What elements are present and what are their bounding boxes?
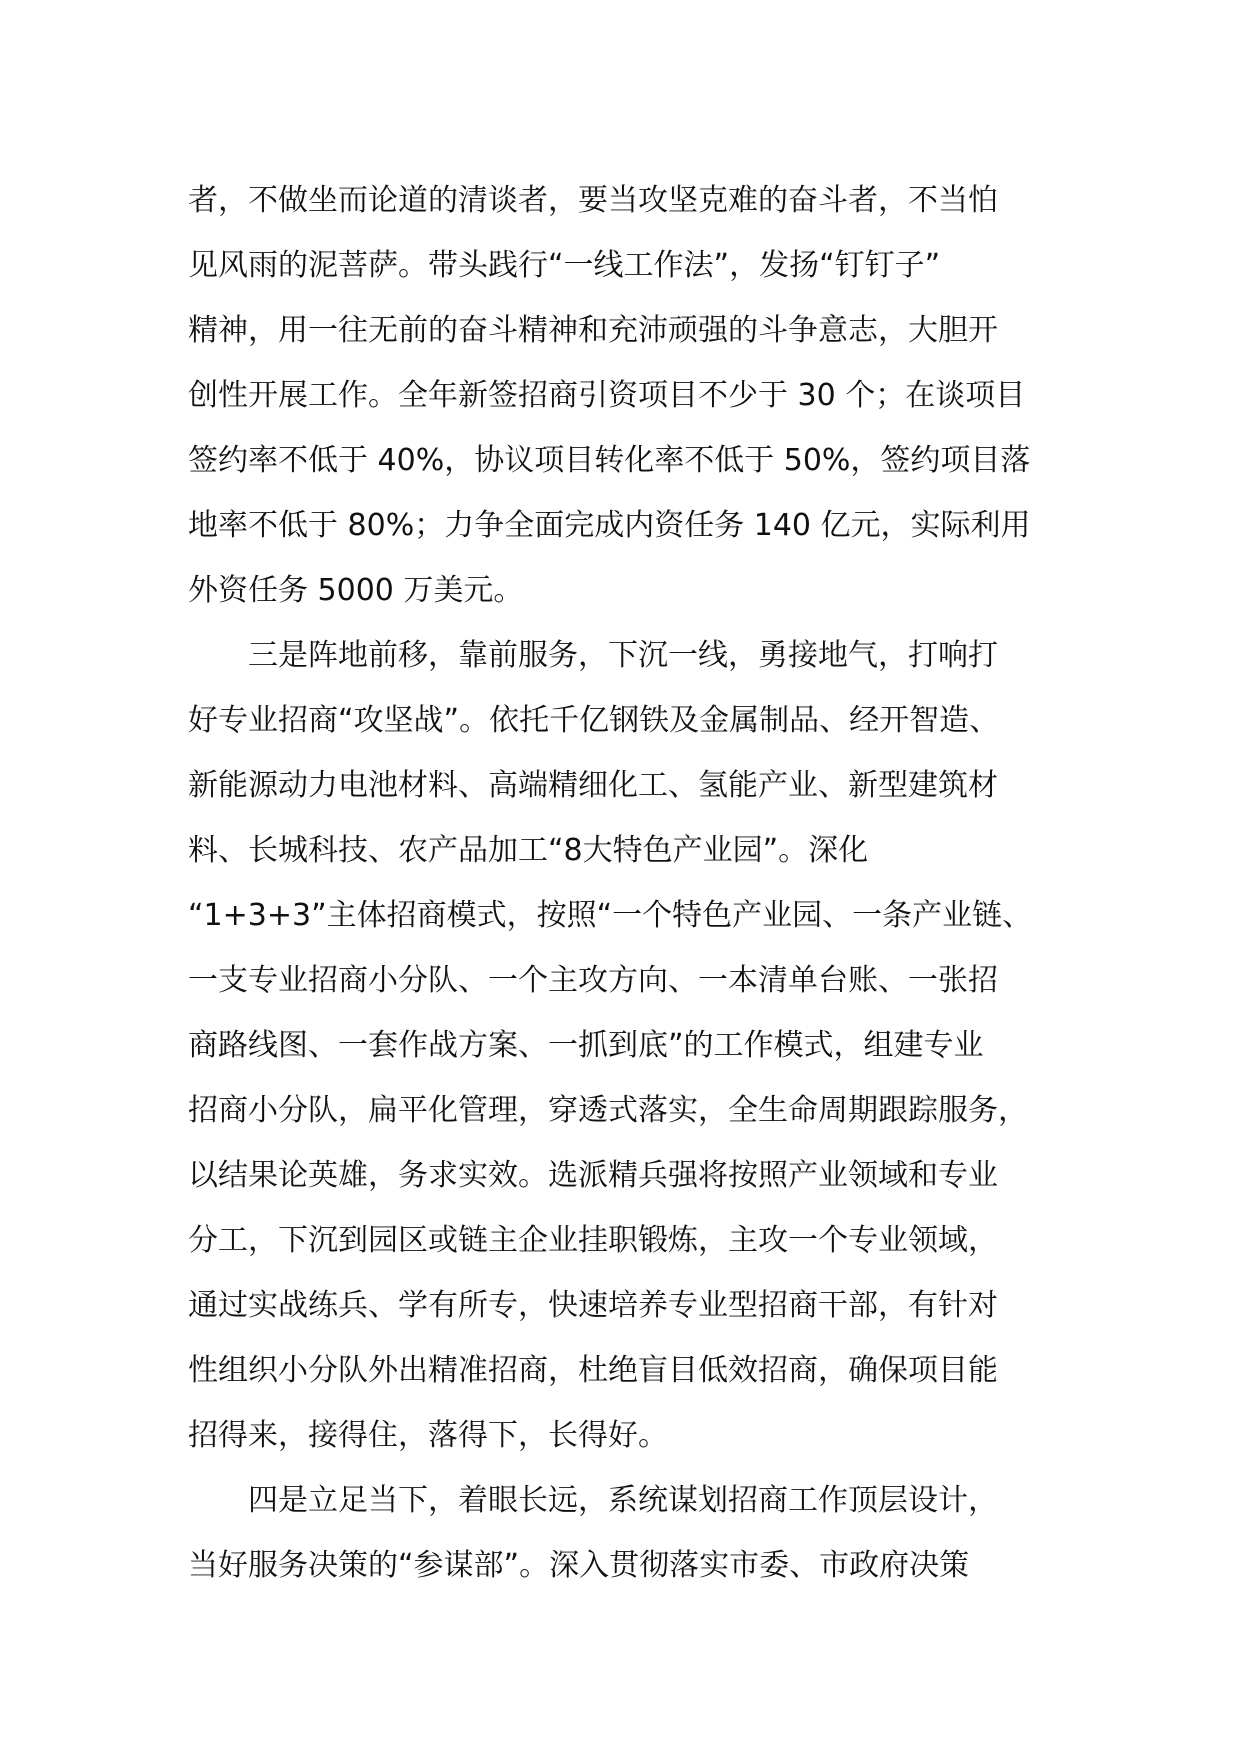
text-line: 当好服务决策的“参谋部”。深入贯彻落实市委、市政府决策 [188, 1548, 970, 1583]
text-line: 地率不低于 80%；力争全面完成内资任务 140 亿元，实际利用 [188, 508, 1031, 543]
text-line: 招得来，接得住，落得下，长得好。 [188, 1418, 668, 1453]
text-line: 通过实战练兵、学有所专，快速培养专业型招商干部，有针对 [188, 1288, 998, 1323]
paragraph-first-line: 三是阵地前移，靠前服务，下沉一线，勇接地气，打响打 [248, 638, 998, 673]
text-line: 精神，用一往无前的奋斗精神和充沛顽强的斗争意志，大胆开 [188, 313, 998, 348]
text-line: 见风雨的泥菩萨。带头践行“一线工作法”，发扬“钉钉子” [188, 248, 941, 283]
text-line: 料、长城科技、农产品加工“8大特色产业园”。深化 [188, 833, 869, 868]
text-line: 签约率不低于 40%，协议项目转化率不低于 50%，签约项目落 [188, 443, 1031, 478]
text-line: “1+3+3”主体招商模式，按照“一个特色产业园、一条产业链、 [188, 898, 1033, 933]
text-line: 招商小分队，扁平化管理，穿透式落实，全生命周期跟踪服务， [188, 1093, 1028, 1128]
text-line: 好专业招商“攻坚战”。依托千亿钢铁及金属制品、经开智造、 [188, 703, 1000, 738]
text-line: 一支专业招商小分队、一个主攻方向、一本清单台账、一张招 [188, 963, 998, 998]
text-line: 商路线图、一套作战方案、一抓到底”的工作模式，组建专业 [188, 1028, 984, 1063]
paragraph-first-line: 四是立足当下，着眼长远，系统谋划招商工作顶层设计， [248, 1483, 998, 1518]
text-line: 创性开展工作。全年新签招商引资项目不少于 30 个；在谈项目 [188, 378, 1026, 413]
text-line: 以结果论英雄，务求实效。选派精兵强将按照产业领域和专业 [188, 1158, 998, 1193]
body-text [188, 168, 1068, 1598]
text-line: 者，不做坐而论道的清谈者，要当攻坚克难的奋斗者，不当怕 [188, 183, 998, 218]
text-line: 性组织小分队外出精准招商，杜绝盲目低效招商，确保项目能 [188, 1353, 998, 1388]
text-line: 外资任务 5000 万美元。 [188, 573, 524, 608]
text-line: 分工，下沉到园区或链主企业挂职锻炼，主攻一个专业领域， [188, 1223, 998, 1258]
text-line: 新能源动力电池材料、高端精细化工、氢能产业、新型建筑材 [188, 768, 998, 803]
